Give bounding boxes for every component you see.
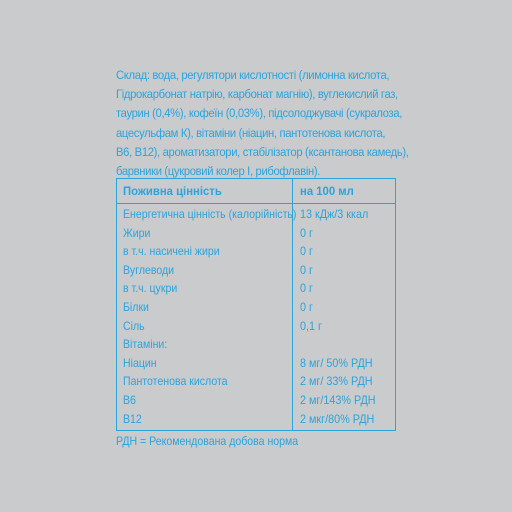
row-value: 0 г	[300, 262, 313, 277]
table-row	[117, 409, 395, 428]
row-name: Енергетична цінність (калорійність)	[123, 207, 297, 221]
ingredients-line: В6, В12), ароматизатори, стабілізатор (ксантанова камедь),	[116, 144, 409, 159]
ingredients-line: таурин (0,4%), кофеїн (0,03%), підсолоджувачі (сукралоза,	[116, 106, 403, 121]
row-value: 13 кДж/3 ккал	[300, 207, 369, 221]
table-row	[117, 278, 395, 297]
row-name: в т.ч. цукри	[123, 281, 178, 296]
row-name: Вуглеводи	[123, 262, 175, 277]
nutrition-table-header	[117, 179, 395, 204]
ingredients-line: ацесульфам К), вітаміни (ніацин, пантотенова кислота,	[116, 125, 386, 140]
ingredients-line: Склад: вода, регулятори кислотності (лимонна кислота,	[116, 68, 390, 82]
row-name: Жири	[123, 225, 151, 240]
table-row	[117, 390, 395, 409]
ingredients-text	[116, 66, 409, 181]
row-value: 0 г	[300, 244, 313, 259]
table-row	[117, 204, 395, 223]
row-name: Сіль	[123, 318, 145, 333]
row-value: 0,1 г	[300, 318, 322, 333]
ingredients-line: Гідрокарбонат натрію, карбонат магнію), вуглекислий газ,	[116, 87, 398, 102]
table-row	[117, 260, 395, 279]
header-nutrition-value: Поживна цінність	[123, 184, 222, 198]
row-value: 2 мг/143% РДН	[300, 392, 376, 407]
row-name: Білки	[123, 299, 149, 314]
table-row	[117, 241, 395, 260]
table-row	[117, 353, 395, 372]
footnote-rdn: РДН = Рекомендована добова норма	[116, 434, 299, 448]
row-value: 0 г	[300, 281, 313, 296]
row-value: 0 г	[300, 225, 313, 240]
table-row	[117, 334, 395, 353]
row-name: Вітаміни:	[123, 337, 168, 352]
header-per-100ml: на 100 мл	[300, 184, 354, 198]
row-value: 2 мг/ 33% РДН	[300, 374, 373, 389]
row-name: В6	[123, 392, 136, 407]
row-name: Пантотенова кислота	[123, 374, 228, 389]
table-row	[117, 297, 395, 316]
nutrition-rows	[117, 204, 395, 427]
table-row	[117, 371, 395, 390]
row-name: в т.ч. насичені жири	[123, 244, 220, 259]
row-name: Ніацин	[123, 355, 157, 370]
table-row	[117, 316, 395, 335]
row-value: 0 г	[300, 299, 313, 314]
row-value: 2 мкг/80% РДН	[300, 411, 375, 426]
ingredients-line: барвники (цукровий колер І, рибофлавін).	[116, 163, 321, 178]
table-row	[117, 223, 395, 242]
row-name: В12	[123, 411, 142, 426]
row-value: 8 мг/ 50% РДН	[300, 355, 373, 370]
nutrition-table	[116, 178, 396, 431]
